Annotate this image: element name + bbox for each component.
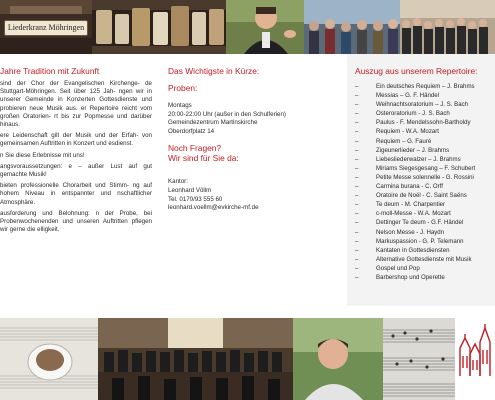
- list-dash: –: [355, 201, 359, 209]
- repertoire-item: [355, 137, 495, 146]
- repertoire-item: [355, 228, 495, 237]
- repertoire-item: [355, 237, 495, 246]
- contact-line: Leonhard Völlm: [168, 186, 212, 194]
- repertoire-item-label: Messias – G. F. Händel: [376, 92, 439, 100]
- repertoire-panel: [347, 54, 495, 306]
- church-logo-area: [455, 318, 495, 400]
- repertoire-item-label: c-moll-Messe - W.A. Mozart: [376, 210, 451, 218]
- list-dash: –: [355, 228, 359, 236]
- info-column: [168, 66, 328, 213]
- photo-choir-group: [400, 0, 495, 54]
- intro-paragraph: ausforderung und Belohnung: n der Probe, bei Probenwochenenden und unseren Auftritten pflegen wir gerne die elligkeit.: [0, 209, 152, 234]
- bottom-photo-strip: [0, 318, 495, 400]
- contact-email-link[interactable]: leonhard.voellm@evkirche-mf.de: [168, 204, 259, 212]
- contact-line: Kantor:: [168, 178, 188, 186]
- repertoire-item: [355, 182, 495, 191]
- schedule-line: Oberdorfplatz 14: [168, 127, 215, 135]
- repertoire-item: [355, 209, 495, 218]
- info-title: Das Wichtigste in Kürze:: [168, 66, 260, 76]
- photo-conductor: [226, 0, 304, 54]
- photo-outdoor-concert: [304, 0, 400, 54]
- repertoire-item: [355, 191, 495, 200]
- list-dash: –: [355, 219, 359, 227]
- repertoire-item-label: Dettinger Te deum - G.F. Händel: [376, 219, 464, 227]
- repertoire-item-label: Barbershop und Operette: [376, 273, 445, 281]
- list-dash: –: [355, 146, 359, 154]
- list-dash: –: [355, 128, 359, 136]
- intro-paragraph: bieten professionelle Chorarbeit und Stimm- ng auf hohem Niveau in entspannter und nschaftlicher Atmosphäre.: [0, 182, 152, 206]
- questions-heading: [168, 143, 328, 163]
- photo-choir-sign: [0, 0, 92, 54]
- questions-line-2: Wir sind für Sie da:: [168, 153, 239, 164]
- repertoire-item: [355, 109, 495, 118]
- repertoire-item-label: Weihnachtsoratorium – J. S. Bach: [376, 101, 469, 109]
- repertoire-item-label: Kantaten in Gottesdiensten: [376, 246, 450, 254]
- repertoire-item: [355, 91, 495, 100]
- schedule-line: Gemeindezentrum Martinskirche: [168, 119, 258, 127]
- repertoire-list: [347, 82, 495, 282]
- repertoire-item-label: Miriams Siegesgesang – F. Schubert: [376, 164, 476, 172]
- intro-text: [0, 80, 152, 234]
- schedule-line: Montags: [168, 102, 192, 109]
- repertoire-item: [355, 164, 495, 173]
- list-dash: –: [355, 83, 359, 90]
- intro-paragraph: sind der Chor der Evangelischen Kirchenge- de Stuttgart-Möhringen. Seit über 125 Jah- ngen wir in unserer Gemeinde in Konzerten Gottesdienste und probieren neue Musik aus. er Repertoire reicht vom großen Oratorien- rt bis zur Popmesse und darüber hinaus.: [0, 80, 152, 129]
- repertoire-item: [355, 255, 495, 264]
- repertoire-item: [355, 273, 495, 282]
- repertoire-item-label: Alternative Gottesdienste mit Musik: [376, 255, 472, 263]
- rehearsal-schedule: [168, 102, 328, 136]
- repertoire-item: [355, 82, 495, 91]
- photo-jars: [92, 0, 226, 54]
- repertoire-item: [355, 100, 495, 109]
- photo-orchestra-concert: [98, 318, 293, 400]
- repertoire-item: [355, 118, 495, 127]
- repertoire-item-label: Requiem – G. Fauré: [376, 137, 432, 145]
- repertoire-item: [355, 246, 495, 255]
- contact-info: [168, 178, 328, 212]
- choir-sign-text: Liederkranz Möhringen: [4, 20, 88, 36]
- list-dash: –: [355, 210, 359, 218]
- repertoire-item-label: Ein deutsches Requiem – J. Brahms: [376, 83, 475, 90]
- schedule-line: 20:00-22:00 Uhr (außer in den Schulferien): [168, 110, 286, 118]
- top-photo-strip: [0, 0, 495, 54]
- repertoire-item: [355, 264, 495, 273]
- contact-phone: Tel. 0170/93 555 60: [168, 195, 223, 203]
- intro-paragraph: angsvoraussetzungen: e – außer Lust auf gut gemachte Musik!: [0, 162, 152, 179]
- repertoire-item-label: Zigeunerlieder – J. Brahms: [376, 146, 450, 154]
- intro-paragraph: n Sie diese Erlebnisse mit uns!: [0, 151, 85, 159]
- repertoire-item-label: Osteroratorium - J. S. Bach: [376, 110, 450, 118]
- repertoire-item-label: Nelson Messe - J. Haydn: [376, 228, 445, 236]
- list-dash: –: [355, 183, 359, 191]
- list-dash: –: [355, 137, 359, 145]
- repertoire-title: Auszug aus unserem Repertoire:: [355, 66, 478, 76]
- list-dash: –: [355, 155, 359, 163]
- repertoire-item-label: Te deum - M. Charpentier: [376, 201, 446, 209]
- list-dash: –: [355, 246, 359, 254]
- questions-line-1: Noch Fragen?: [168, 143, 222, 154]
- repertoire-item-label: Paulus - F. Mendelssohn-Bartholdy: [376, 119, 471, 127]
- list-dash: –: [355, 255, 359, 263]
- list-dash: –: [355, 101, 359, 109]
- repertoire-item-label: Petite Messe solennelle - G. Rossini: [376, 173, 474, 181]
- repertoire-item: [355, 200, 495, 209]
- repertoire-item: [355, 155, 495, 164]
- intro-column: [0, 66, 152, 237]
- list-dash: –: [355, 264, 359, 272]
- list-dash: –: [355, 110, 359, 118]
- intro-paragraph: ere Leidenschaft gilt der Musik und der Erfah- von gemeinsamen Auftritten in Konzert und esdienst.: [0, 132, 152, 148]
- repertoire-item: [355, 146, 495, 155]
- photo-sheet-music: [383, 318, 455, 400]
- rehearsal-label: Proben:: [168, 83, 198, 93]
- list-dash: –: [355, 92, 359, 100]
- list-dash: –: [355, 273, 359, 281]
- list-dash: –: [355, 173, 359, 181]
- photo-sheet-music-mug: [0, 318, 98, 400]
- repertoire-item-label: Carmina burana - C. Orff: [376, 183, 443, 191]
- church-logo-icon: [457, 324, 493, 378]
- repertoire-item-label: Oratoire de Noël - C. Saint Saëns: [376, 192, 467, 200]
- repertoire-item: [355, 218, 495, 227]
- repertoire-item-label: Requiem - W.A. Mozart: [376, 128, 439, 136]
- list-dash: –: [355, 119, 359, 127]
- repertoire-item-label: Liebesliederwalzer – J. Brahms: [376, 155, 461, 163]
- intro-title: Jahre Tradition mit Zukunft: [0, 66, 100, 76]
- repertoire-item: [355, 173, 495, 182]
- repertoire-item-label: Markuspassion - G. P. Telemann: [376, 237, 464, 245]
- repertoire-item-label: Gospel und Pop: [376, 264, 420, 272]
- photo-kantor-portrait: [293, 318, 383, 400]
- list-dash: –: [355, 237, 359, 245]
- list-dash: –: [355, 164, 359, 172]
- list-dash: –: [355, 192, 359, 200]
- repertoire-item: [355, 127, 495, 136]
